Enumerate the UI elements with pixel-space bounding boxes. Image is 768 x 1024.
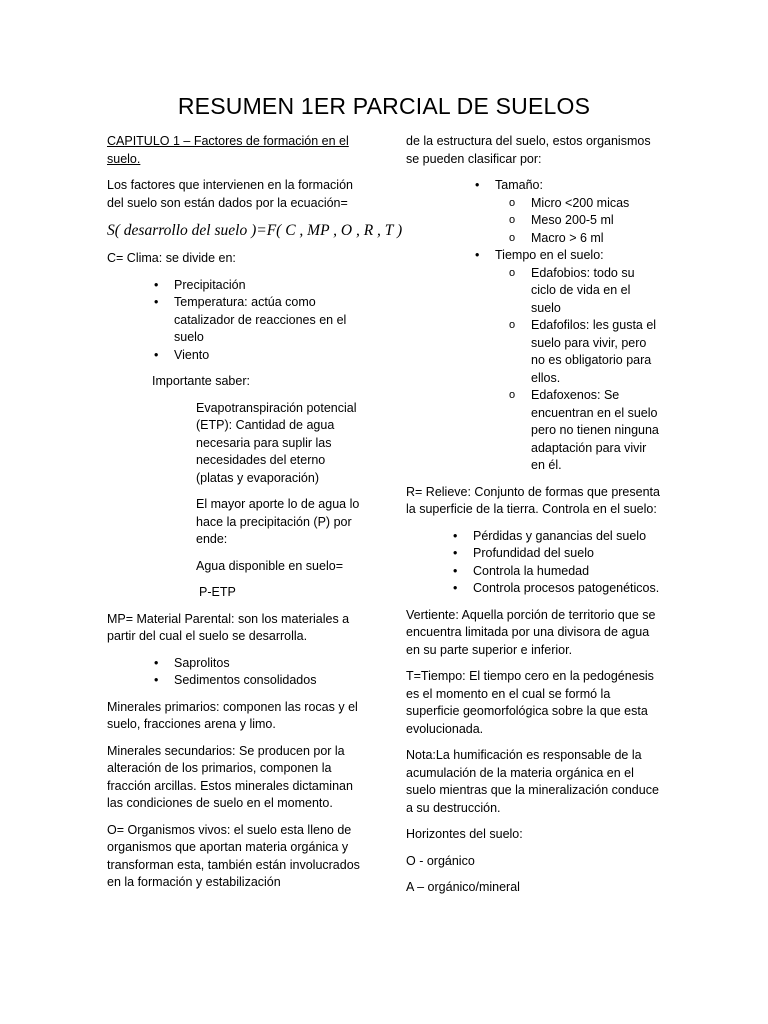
clima-list — [107, 277, 362, 365]
organismos-continuation: de la estructura del suelo, estos organismos se pueden clasificar por: — [406, 134, 651, 166]
document-title: RESUMEN 1ER PARCIAL DE SUELOS — [177, 93, 591, 119]
p-etp-text: P-ETP — [199, 585, 236, 599]
formation-equation: S( desarrollo del suelo )=F( C , MP , O , R , T ) — [107, 222, 403, 239]
list-item: • Profundidad del suelo — [453, 545, 663, 563]
tiempo-label: Tiempo en el suelo: — [495, 248, 604, 262]
tamano-label: Tamaño: — [495, 178, 543, 192]
list-item: • Controla procesos patogenéticos. — [453, 580, 663, 598]
horizonte-a: A – orgánico/mineral — [406, 880, 520, 894]
intro-paragraph: Los factores que intervienen en la formación del suelo son están dados por la ecuación= — [107, 178, 353, 210]
mp-heading: MP= Material Parental: son los materiales a partir del cual el suelo se desarrolla. — [107, 611, 350, 643]
sub-list-item: o Meso 200-5 ml — [509, 212, 663, 230]
list-item: • Pérdidas y ganancias del suelo — [453, 528, 663, 546]
minerales-secundarios: Minerales secundarios: Se producen por la alteración de los primarios, componen la fracción arcillas. Estos minerales dictaminan las condiciones de suelo en el momento. — [107, 743, 353, 810]
list-item: • Viento — [154, 347, 362, 365]
clima-heading: C= Clima: se divide en: — [107, 251, 236, 265]
tamano-sublist — [495, 195, 663, 248]
sub-list-item: o Edafobios: todo su ciclo de vida en el suelo — [509, 265, 661, 318]
relieve-list — [406, 528, 663, 598]
sub-list-item: o Micro <200 micas — [509, 195, 663, 213]
mp-list — [107, 655, 362, 690]
tiempo-sublist — [495, 265, 663, 475]
minerales-primarios: Minerales primarios: componen las rocas y el suelo, fracciones arena y limo. — [107, 699, 358, 731]
list-item: • Saprolitos — [154, 655, 362, 673]
sub-list-item: o Edafofilos: les gusta el suelo para vivir, pero no es obligatorio para ellos. — [509, 317, 661, 387]
mayor-aporte-text: El mayor aporte lo de agua lo hace la precipitación (P) por ende: — [196, 497, 360, 546]
vertiente-paragraph: Vertiente: Aquella porción de territorio que se encuentra limitada por una divisora de agua en su parte superior e inferior. — [406, 607, 656, 657]
list-item: • Precipitación — [154, 277, 362, 295]
organismos-paragraph: O= Organismos vivos: el suelo esta lleno de organismos que aportan materia orgánica y transforman esta, también están involucrados en la formación y estabilización — [107, 822, 360, 889]
chapter-heading: CAPITULO 1 – Factores de formación en el suelo. — [107, 134, 349, 166]
etp-definition: Evapotranspiración potencial (ETP): Cantidad de agua necesaria para suplir las necesidades del eterno (platas y evaporación) — [196, 400, 357, 485]
clasificacion-list — [406, 177, 663, 475]
relieve-paragraph: R= Relieve: Conjunto de formas que presenta la superficie de la tierra. Controla en el suelo: — [406, 484, 660, 516]
list-item: • Sedimentos consolidados — [154, 672, 362, 690]
right-column — [406, 133, 663, 906]
nota-paragraph: Nota:La humificación es responsable de la acumulación de la materia orgánica en el suelo mientras que la mineralización conduce a su destrucción. — [406, 748, 659, 815]
left-column — [107, 133, 403, 901]
horizonte-o: O - orgánico — [406, 853, 475, 868]
agua-disponible-text: Agua disponible en suelo= — [196, 558, 343, 573]
sub-list-item: o Edafoxenos: Se encuentran en el suelo pero no tienen ninguna adaptación para vivir en él. — [509, 387, 661, 475]
list-item — [475, 177, 663, 247]
list-item — [475, 247, 663, 475]
importante-label: Importante saber: — [152, 374, 250, 388]
tiempo-paragraph: T=Tiempo: El tiempo cero en la pedogénesis es el momento en el cual se formó la superficie geomorfológica sobre la que esta evolucionada. — [406, 669, 654, 736]
list-item: • Temperatura: actúa como catalizador de reacciones en el suelo — [154, 294, 362, 347]
horizontes-heading: Horizontes del suelo: — [406, 827, 523, 841]
sub-list-item: o Macro > 6 ml — [509, 230, 663, 248]
list-item: • Controla la humedad — [453, 563, 663, 581]
